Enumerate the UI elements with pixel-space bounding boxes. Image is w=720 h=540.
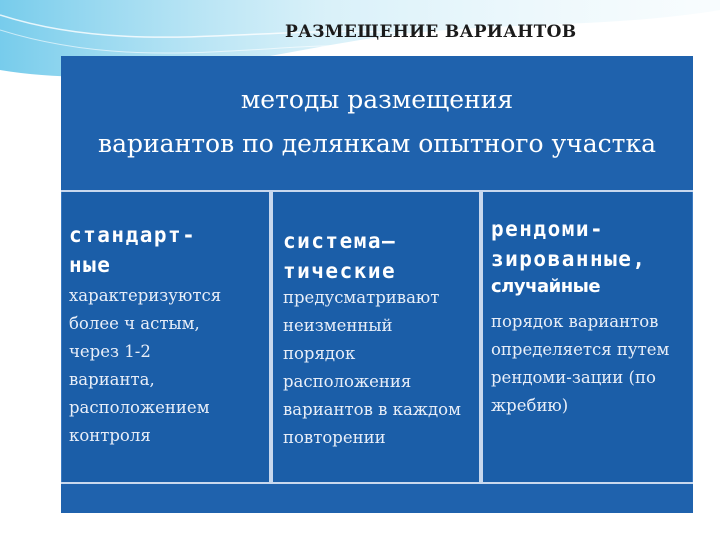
header-line-2: вариантов по делянкам опытного участка	[98, 129, 656, 158]
slide-title: РАЗМЕЩЕНИЕ ВАРИАНТОВ	[285, 22, 577, 42]
methods-header-box	[61, 56, 693, 192]
column-standard-description: характеризуются более ч астым, через 1-2 варианта, расположением контроля	[69, 286, 222, 445]
column-randomized-description: порядок вариантов определяется путем рендоми-зации (по жребию)	[491, 312, 670, 415]
column-systematic-title: система– тические	[283, 229, 397, 283]
column-standard	[61, 192, 271, 482]
diagram-footer-strip	[61, 482, 693, 513]
column-systematic-description: предусматривают неизменный порядок расположения вариантов в каждом повторении	[283, 288, 461, 447]
column-randomized-subtitle: случайные	[491, 276, 601, 297]
column-standard-title: стандарт- ные	[69, 223, 197, 277]
column-randomized-title: рендоми- зированные,	[491, 217, 647, 271]
column-randomized	[481, 192, 693, 482]
methods-diagram	[61, 56, 693, 511]
column-systematic	[271, 192, 481, 482]
header-line-1: методы размещения	[240, 85, 514, 114]
